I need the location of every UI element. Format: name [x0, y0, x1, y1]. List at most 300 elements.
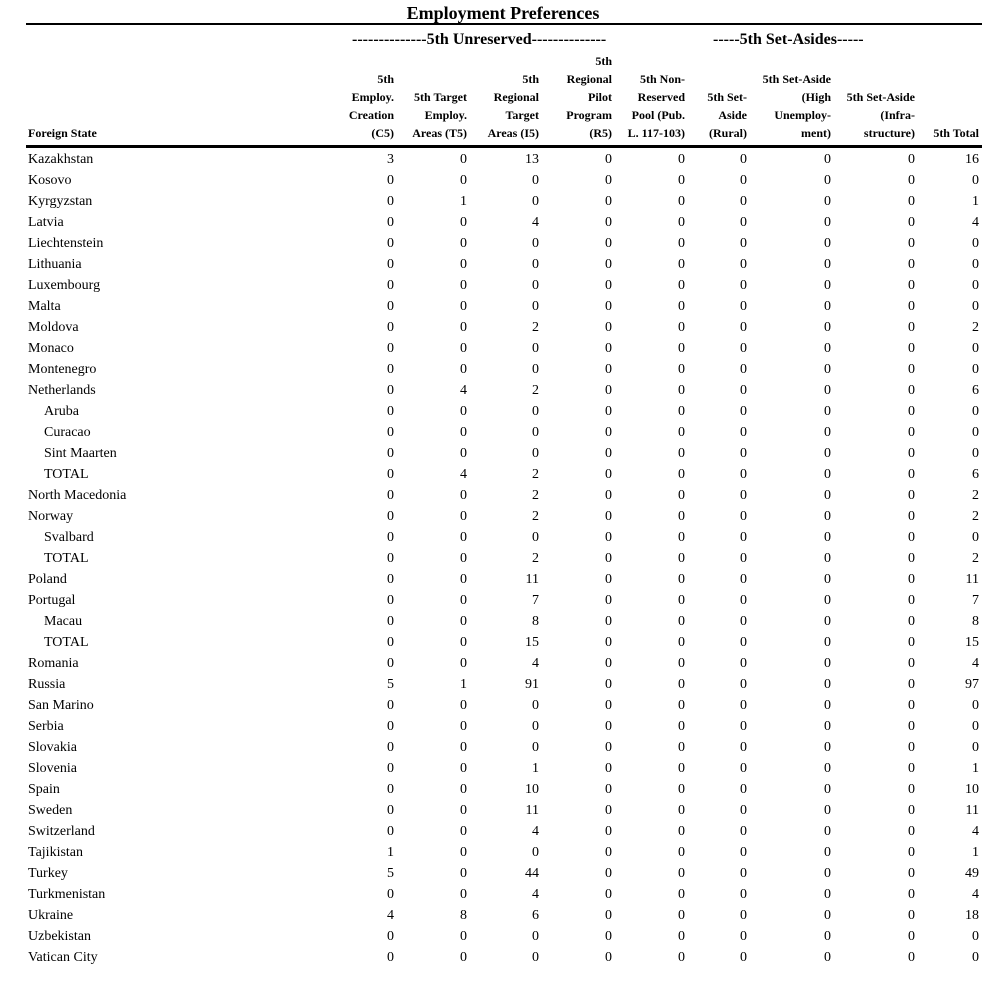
value-cell: 0	[605, 341, 612, 356]
value-cell: 0	[678, 740, 685, 755]
value-cell: 4	[460, 467, 467, 482]
value-cell: 0	[387, 824, 394, 839]
value-cell: 0	[740, 740, 747, 755]
value-cell: 0	[972, 950, 979, 965]
value-cell: 0	[740, 173, 747, 188]
value-cell: 10	[965, 782, 979, 797]
value-cell: 0	[605, 551, 612, 566]
value-cell: 0	[678, 782, 685, 797]
value-cell: 0	[532, 446, 539, 461]
value-cell: 0	[605, 530, 612, 545]
value-cell: 0	[532, 929, 539, 944]
table-row	[0, 193, 1006, 214]
foreign-state-cell: Norway	[28, 509, 74, 524]
value-cell: 44	[525, 866, 539, 881]
table-row	[0, 844, 1006, 865]
value-cell: 0	[740, 467, 747, 482]
value-cell: 0	[824, 404, 831, 419]
value-cell: 5	[387, 866, 394, 881]
value-cell: 0	[972, 404, 979, 419]
value-cell: 0	[460, 782, 467, 797]
value-cell: 0	[824, 425, 831, 440]
value-cell: 0	[460, 950, 467, 965]
value-cell: 0	[605, 509, 612, 524]
value-cell: 0	[740, 215, 747, 230]
value-cell: 0	[460, 236, 467, 251]
value-cell: 0	[532, 950, 539, 965]
value-cell: 0	[908, 257, 915, 272]
foreign-state-cell: Liechtenstein	[28, 236, 104, 251]
value-cell: 0	[908, 320, 915, 335]
value-cell: 0	[824, 866, 831, 881]
value-cell: 0	[605, 740, 612, 755]
foreign-state-cell: Netherlands	[28, 383, 96, 398]
value-cell: 0	[387, 740, 394, 755]
value-cell: 0	[460, 278, 467, 293]
value-cell: 0	[460, 614, 467, 629]
value-cell: 0	[605, 194, 612, 209]
value-cell: 2	[972, 320, 979, 335]
value-cell: 0	[460, 929, 467, 944]
value-cell: 0	[740, 635, 747, 650]
column-header-total: 5th Total	[933, 126, 979, 140]
value-cell: 0	[460, 635, 467, 650]
value-cell: 0	[460, 299, 467, 314]
value-cell: 0	[532, 362, 539, 377]
value-cell: 0	[460, 320, 467, 335]
value-cell: 0	[972, 257, 979, 272]
value-cell: 0	[460, 404, 467, 419]
value-cell: 0	[824, 782, 831, 797]
value-cell: 15	[965, 635, 979, 650]
value-cell: 0	[678, 509, 685, 524]
value-cell: 0	[678, 236, 685, 251]
value-cell: 0	[972, 740, 979, 755]
foreign-state-cell: Sint Maarten	[44, 446, 117, 461]
table-row	[0, 718, 1006, 739]
value-cell: 0	[824, 719, 831, 734]
value-cell: 0	[387, 383, 394, 398]
value-cell: 1	[972, 845, 979, 860]
value-cell: 4	[972, 824, 979, 839]
page-title: Employment Preferences	[406, 3, 600, 23]
value-cell: 0	[387, 173, 394, 188]
value-cell: 0	[972, 341, 979, 356]
value-cell: 0	[908, 656, 915, 671]
value-cell: 4	[532, 656, 539, 671]
group-header-set-asides: -----5th Set-Asides-----	[713, 31, 864, 48]
value-cell: 0	[605, 929, 612, 944]
value-cell: 0	[908, 593, 915, 608]
value-cell: 13	[525, 152, 539, 167]
value-cell: 0	[824, 929, 831, 944]
value-cell: 0	[972, 719, 979, 734]
table-row	[0, 424, 1006, 445]
value-cell: 0	[740, 257, 747, 272]
foreign-state-cell: Macau	[44, 614, 83, 629]
value-cell: 0	[824, 950, 831, 965]
value-cell: 0	[460, 446, 467, 461]
foreign-state-cell: TOTAL	[44, 551, 89, 566]
value-cell: 0	[824, 215, 831, 230]
table-row	[0, 781, 1006, 802]
value-cell: 0	[908, 761, 915, 776]
value-cell: 0	[678, 824, 685, 839]
value-cell: 0	[908, 908, 915, 923]
value-cell: 4	[972, 656, 979, 671]
value-cell: 0	[824, 614, 831, 629]
value-cell: 0	[678, 803, 685, 818]
value-cell: 0	[387, 614, 394, 629]
foreign-state-cell: Tajikistan	[28, 845, 84, 860]
table-row	[0, 655, 1006, 676]
value-cell: 0	[605, 761, 612, 776]
value-cell: 4	[532, 887, 539, 902]
foreign-state-cell: Romania	[28, 656, 79, 671]
table-row	[0, 802, 1006, 823]
value-cell: 0	[678, 257, 685, 272]
value-cell: 0	[740, 593, 747, 608]
value-cell: 0	[740, 152, 747, 167]
value-cell: 0	[972, 698, 979, 713]
value-cell: 0	[824, 320, 831, 335]
table-row	[0, 151, 1006, 172]
value-cell: 0	[740, 677, 747, 692]
value-cell: 0	[532, 404, 539, 419]
table-row	[0, 697, 1006, 718]
value-cell: 0	[460, 719, 467, 734]
value-cell: 4	[972, 887, 979, 902]
value-cell: 15	[525, 635, 539, 650]
value-cell: 0	[678, 488, 685, 503]
value-cell: 0	[740, 404, 747, 419]
value-cell: 0	[605, 446, 612, 461]
value-cell: 0	[387, 656, 394, 671]
foreign-state-cell: Svalbard	[44, 530, 94, 545]
value-cell: 0	[387, 404, 394, 419]
value-cell: 0	[740, 320, 747, 335]
value-cell: 0	[678, 299, 685, 314]
value-cell: 11	[525, 803, 539, 818]
value-cell: 0	[740, 551, 747, 566]
foreign-state-cell: Spain	[28, 782, 60, 797]
value-cell: 0	[605, 488, 612, 503]
value-cell: 0	[908, 845, 915, 860]
value-cell: 8	[532, 614, 539, 629]
value-cell: 0	[387, 215, 394, 230]
value-cell: 4	[532, 215, 539, 230]
value-cell: 0	[387, 257, 394, 272]
value-cell: 0	[460, 152, 467, 167]
value-cell: 0	[740, 698, 747, 713]
value-cell: 0	[740, 446, 747, 461]
value-cell: 0	[908, 803, 915, 818]
value-cell: 0	[678, 593, 685, 608]
foreign-state-cell: San Marino	[28, 698, 94, 713]
column-header-non-reserved: 5th Non- Reserved Pool (Pub. L. 117-103)	[627, 72, 685, 140]
value-cell: 0	[460, 845, 467, 860]
foreign-state-cell: Aruba	[44, 404, 79, 419]
value-cell: 0	[740, 866, 747, 881]
value-cell: 0	[972, 929, 979, 944]
value-cell: 0	[678, 614, 685, 629]
value-cell: 0	[605, 803, 612, 818]
value-cell: 0	[824, 761, 831, 776]
value-cell: 0	[678, 194, 685, 209]
value-cell: 91	[525, 677, 539, 692]
value-cell: 0	[908, 929, 915, 944]
value-cell: 0	[908, 236, 915, 251]
value-cell: 0	[460, 740, 467, 755]
foreign-state-cell: Poland	[28, 572, 67, 587]
value-cell: 0	[532, 278, 539, 293]
value-cell: 7	[532, 593, 539, 608]
table-row	[0, 319, 1006, 340]
value-cell: 0	[740, 509, 747, 524]
value-cell: 0	[972, 446, 979, 461]
value-cell: 0	[824, 383, 831, 398]
value-cell: 0	[824, 656, 831, 671]
value-cell: 1	[972, 761, 979, 776]
value-cell: 0	[387, 887, 394, 902]
value-cell: 2	[532, 467, 539, 482]
value-cell: 0	[387, 488, 394, 503]
value-cell: 0	[605, 635, 612, 650]
foreign-state-cell: Turkey	[28, 866, 68, 881]
value-cell: 3	[387, 152, 394, 167]
foreign-state-cell: Sweden	[28, 803, 73, 818]
value-cell: 0	[908, 782, 915, 797]
table-row	[0, 235, 1006, 256]
value-cell: 0	[387, 593, 394, 608]
value-cell: 0	[605, 845, 612, 860]
value-cell: 0	[908, 446, 915, 461]
value-cell: 0	[532, 341, 539, 356]
value-cell: 0	[387, 929, 394, 944]
value-cell: 7	[972, 593, 979, 608]
column-header-r5: 5th Regional Pilot Program (R5)	[566, 54, 612, 140]
foreign-state-cell: Curacao	[44, 425, 91, 440]
value-cell: 5	[387, 677, 394, 692]
value-cell: 0	[740, 887, 747, 902]
value-cell: 0	[740, 803, 747, 818]
value-cell: 0	[740, 425, 747, 440]
value-cell: 0	[605, 173, 612, 188]
value-cell: 16	[965, 152, 979, 167]
table-row	[0, 949, 1006, 970]
value-cell: 0	[678, 845, 685, 860]
value-cell: 0	[605, 950, 612, 965]
value-cell: 0	[972, 425, 979, 440]
value-cell: 0	[908, 572, 915, 587]
value-cell: 0	[740, 929, 747, 944]
value-cell: 0	[678, 866, 685, 881]
value-cell: 0	[387, 509, 394, 524]
value-cell: 0	[740, 299, 747, 314]
value-cell: 0	[908, 152, 915, 167]
column-header-foreign-state: Foreign State	[28, 126, 97, 140]
value-cell: 6	[532, 908, 539, 923]
table-row	[0, 487, 1006, 508]
value-cell: 0	[532, 194, 539, 209]
foreign-state-cell: Montenegro	[28, 362, 97, 377]
value-cell: 1	[460, 677, 467, 692]
value-cell: 0	[824, 278, 831, 293]
value-cell: 0	[972, 530, 979, 545]
value-cell: 49	[965, 866, 979, 881]
value-cell: 2	[532, 320, 539, 335]
value-cell: 0	[605, 593, 612, 608]
value-cell: 0	[678, 425, 685, 440]
value-cell: 0	[605, 467, 612, 482]
value-cell: 0	[460, 530, 467, 545]
value-cell: 0	[460, 656, 467, 671]
foreign-state-cell: Monaco	[28, 341, 74, 356]
column-header-i5: 5th Regional Target Areas (I5)	[487, 72, 539, 140]
value-cell: 0	[605, 719, 612, 734]
table-row	[0, 928, 1006, 949]
value-cell: 0	[460, 761, 467, 776]
value-cell: 0	[387, 362, 394, 377]
table-row	[0, 214, 1006, 235]
value-cell: 0	[387, 341, 394, 356]
value-cell: 0	[605, 404, 612, 419]
value-cell: 0	[387, 236, 394, 251]
table-row	[0, 886, 1006, 907]
value-cell: 1	[460, 194, 467, 209]
table-row	[0, 445, 1006, 466]
value-cell: 0	[460, 173, 467, 188]
value-cell: 0	[387, 425, 394, 440]
value-cell: 0	[824, 824, 831, 839]
value-cell: 0	[972, 362, 979, 377]
value-cell: 18	[965, 908, 979, 923]
value-cell: 0	[908, 719, 915, 734]
table-row	[0, 256, 1006, 277]
value-cell: 0	[605, 320, 612, 335]
value-cell: 0	[740, 908, 747, 923]
value-cell: 0	[387, 803, 394, 818]
value-cell: 0	[387, 635, 394, 650]
value-cell: 0	[824, 635, 831, 650]
value-cell: 0	[605, 257, 612, 272]
foreign-state-cell: Kazakhstan	[28, 152, 94, 167]
foreign-state-cell: Malta	[28, 299, 61, 314]
value-cell: 0	[532, 530, 539, 545]
column-header-rural: 5th Set- Aside (Rural)	[707, 90, 747, 140]
value-cell: 0	[824, 362, 831, 377]
value-cell: 0	[908, 404, 915, 419]
table-row	[0, 634, 1006, 655]
value-cell: 0	[460, 257, 467, 272]
value-cell: 0	[908, 824, 915, 839]
value-cell: 0	[605, 824, 612, 839]
value-cell: 0	[908, 530, 915, 545]
value-cell: 0	[972, 299, 979, 314]
column-header-high-unemployment: 5th Set-Aside (High Unemploy- ment)	[762, 72, 831, 140]
value-cell: 0	[678, 215, 685, 230]
value-cell: 0	[605, 677, 612, 692]
value-cell: 0	[740, 383, 747, 398]
title-rule	[26, 23, 982, 25]
value-cell: 6	[972, 383, 979, 398]
foreign-state-cell: Slovakia	[28, 740, 77, 755]
value-cell: 0	[824, 698, 831, 713]
value-cell: 0	[678, 446, 685, 461]
value-cell: 0	[824, 593, 831, 608]
value-cell: 97	[965, 677, 979, 692]
foreign-state-cell: Slovenia	[28, 761, 77, 776]
value-cell: 0	[824, 236, 831, 251]
foreign-state-cell: Moldova	[28, 320, 79, 335]
value-cell: 0	[460, 698, 467, 713]
table-row	[0, 676, 1006, 697]
value-cell: 2	[532, 551, 539, 566]
value-cell: 11	[965, 572, 979, 587]
value-cell: 0	[972, 236, 979, 251]
value-cell: 0	[908, 215, 915, 230]
value-cell: 0	[605, 887, 612, 902]
value-cell: 0	[387, 530, 394, 545]
value-cell: 0	[605, 572, 612, 587]
value-cell: 0	[605, 656, 612, 671]
column-header-t5: 5th Target Employ. Areas (T5)	[412, 90, 467, 140]
value-cell: 0	[532, 299, 539, 314]
header-rule	[26, 145, 982, 148]
value-cell: 0	[740, 530, 747, 545]
value-cell: 0	[972, 173, 979, 188]
value-cell: 0	[908, 677, 915, 692]
value-cell: 0	[387, 278, 394, 293]
table-row	[0, 907, 1006, 928]
value-cell: 0	[824, 467, 831, 482]
value-cell: 0	[678, 698, 685, 713]
group-header-unreserved: --------------5th Unreserved--------------	[352, 31, 607, 48]
value-cell: 1	[532, 761, 539, 776]
value-cell: 0	[460, 551, 467, 566]
value-cell: 0	[605, 866, 612, 881]
value-cell: 0	[532, 257, 539, 272]
value-cell: 0	[532, 173, 539, 188]
table-row	[0, 865, 1006, 886]
value-cell: 4	[460, 383, 467, 398]
value-cell: 0	[387, 194, 394, 209]
value-cell: 0	[387, 572, 394, 587]
value-cell: 0	[605, 236, 612, 251]
value-cell: 0	[387, 320, 394, 335]
value-cell: 0	[740, 488, 747, 503]
value-cell: 0	[908, 488, 915, 503]
foreign-state-cell: TOTAL	[44, 635, 89, 650]
table-row	[0, 760, 1006, 781]
table-row	[0, 340, 1006, 361]
value-cell: 0	[460, 803, 467, 818]
value-cell: 0	[908, 740, 915, 755]
value-cell: 0	[387, 719, 394, 734]
value-cell: 2	[972, 551, 979, 566]
value-cell: 0	[678, 173, 685, 188]
value-cell: 0	[460, 509, 467, 524]
value-cell: 0	[678, 656, 685, 671]
value-cell: 0	[605, 782, 612, 797]
value-cell: 0	[678, 320, 685, 335]
value-cell: 0	[387, 950, 394, 965]
value-cell: 0	[824, 908, 831, 923]
value-cell: 0	[908, 698, 915, 713]
value-cell: 0	[908, 551, 915, 566]
value-cell: 0	[678, 677, 685, 692]
value-cell: 0	[605, 278, 612, 293]
